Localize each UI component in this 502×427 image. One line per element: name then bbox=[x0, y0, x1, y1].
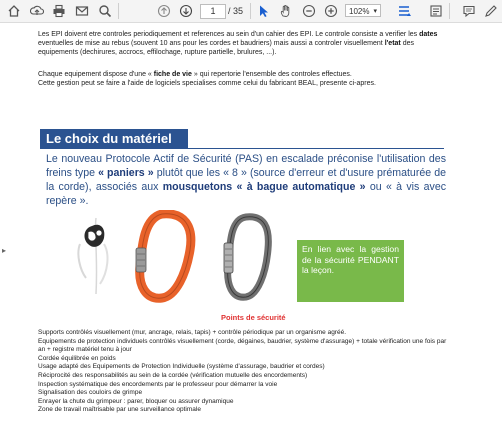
page-count: / 35 bbox=[228, 6, 244, 16]
text: plutôt que les « 8 » (source d'erreur et d'usure prématurée de la corde), associés aux bbox=[46, 167, 446, 193]
list-item: Zone de travail maîtrisable par une surveillance optimale bbox=[38, 406, 201, 414]
list-item: Inspection systématique des encordements par le professeur pour démarrer la voie bbox=[38, 380, 278, 388]
grey-carabiner-image bbox=[220, 213, 274, 301]
mail-icon[interactable] bbox=[74, 3, 90, 19]
paragraph-epi-line1 bbox=[38, 30, 437, 39]
text: Le nouveau Protocole Actif de Sécurité (PAS) en escalade préconise l'utilisation des freins type bbox=[46, 153, 446, 179]
hand-icon[interactable] bbox=[278, 3, 294, 19]
list-item: Supports contrôlés visuellement (mur, ancrage, relais, tapis) + contrôle périodique par un organisme agréé. bbox=[38, 329, 347, 336]
form-icon[interactable] bbox=[428, 3, 444, 19]
image-caption: Points de sécurité bbox=[221, 313, 286, 322]
zoom-in-icon[interactable] bbox=[323, 3, 339, 19]
upload-icon[interactable] bbox=[29, 3, 45, 19]
green-note-box: En lien avec la gestion de la sécurité PENDANT la leçon. bbox=[297, 240, 404, 302]
list-item: Cordée équilibrée en poids bbox=[38, 354, 116, 362]
document-page bbox=[0, 23, 502, 427]
bold-text: fiche de vie bbox=[153, 71, 192, 78]
pas-paragraph bbox=[46, 152, 446, 208]
text: eventuelles de mise au rebus (souvent 10 ans pour les cordes et baudriers) mais aussi a controler visuellement bbox=[38, 40, 385, 47]
text: ou « à vis avec repère ». bbox=[46, 181, 447, 207]
search-icon[interactable] bbox=[97, 3, 113, 19]
list-item: Signalisation des couloirs de grimpe bbox=[38, 389, 143, 397]
chevron-down-icon: ▾ bbox=[373, 8, 377, 15]
home-icon[interactable] bbox=[6, 3, 22, 19]
bold-text: l'etat bbox=[384, 40, 401, 47]
orange-carabiner-image bbox=[132, 210, 196, 304]
bold-text: mousquetons « à bague automatique » bbox=[162, 181, 366, 193]
text: des bbox=[400, 40, 414, 47]
page-number-input[interactable]: 1 bbox=[200, 4, 226, 19]
next-page-icon[interactable] bbox=[178, 3, 194, 19]
fit-page-icon[interactable] bbox=[396, 3, 412, 19]
bold-text: dates bbox=[419, 31, 438, 38]
list-item: Réciprocité des responsabilités au sein de la cordée (vérification mutuelle des encordements) bbox=[38, 371, 308, 379]
paragraph-fiche-line1 bbox=[38, 70, 352, 79]
paragraph-fiche-line2: Cette gestion peut se faire a l'aide de logiciels specialises comme celui du fabricant BEAL, presente ci-apres. bbox=[38, 80, 376, 87]
sidebar-toggle-icon[interactable]: ▸ bbox=[2, 246, 7, 255]
list-item: Enrayer la chute du grimpeur : parer, bloquer ou assurer dynamique bbox=[38, 397, 234, 405]
zoom-value: 102% bbox=[349, 7, 370, 16]
prev-page-icon[interactable] bbox=[156, 3, 172, 19]
sign-icon[interactable] bbox=[483, 3, 499, 19]
cursor-icon[interactable] bbox=[256, 3, 272, 19]
text: Chaque equipement dispose d'une « bbox=[38, 71, 154, 78]
heading-divider bbox=[188, 148, 444, 149]
paragraph-epi-line3: equipements (dechirures, accrocs, effilochage, rupture partielle, brulures, ...). bbox=[38, 49, 277, 56]
belay-device-image bbox=[70, 214, 120, 296]
list-item: Usage adapté des Equipements de Protection Individuelle (système d'assurage, baudrier et cordes) bbox=[38, 363, 325, 371]
zoom-out-icon[interactable] bbox=[301, 3, 317, 19]
pdf-toolbar bbox=[0, 0, 502, 23]
zoom-select[interactable] bbox=[345, 4, 381, 17]
text: » qui repertorie l'ensemble des controles effectues. bbox=[191, 71, 352, 78]
paragraph-epi-line2 bbox=[38, 39, 414, 48]
section-heading: Le choix du matériel bbox=[40, 129, 188, 149]
print-icon[interactable] bbox=[51, 3, 67, 19]
comment-icon[interactable] bbox=[461, 3, 477, 19]
safety-points-list bbox=[38, 329, 468, 415]
bold-text: « paniers » bbox=[98, 167, 154, 179]
text: Les EPI doivent etre controles periodiquement et references au sein d'un cahier des EPI. Le controle consiste a verifier les bbox=[38, 31, 420, 38]
list-item: an + registre matériel tenu à jour bbox=[38, 346, 132, 354]
list-item: Equipements de protection individuels contrôlés visuellement (corde, dégaines, baudrier, système d'assurage) + totale vérification une fois par bbox=[38, 337, 447, 345]
